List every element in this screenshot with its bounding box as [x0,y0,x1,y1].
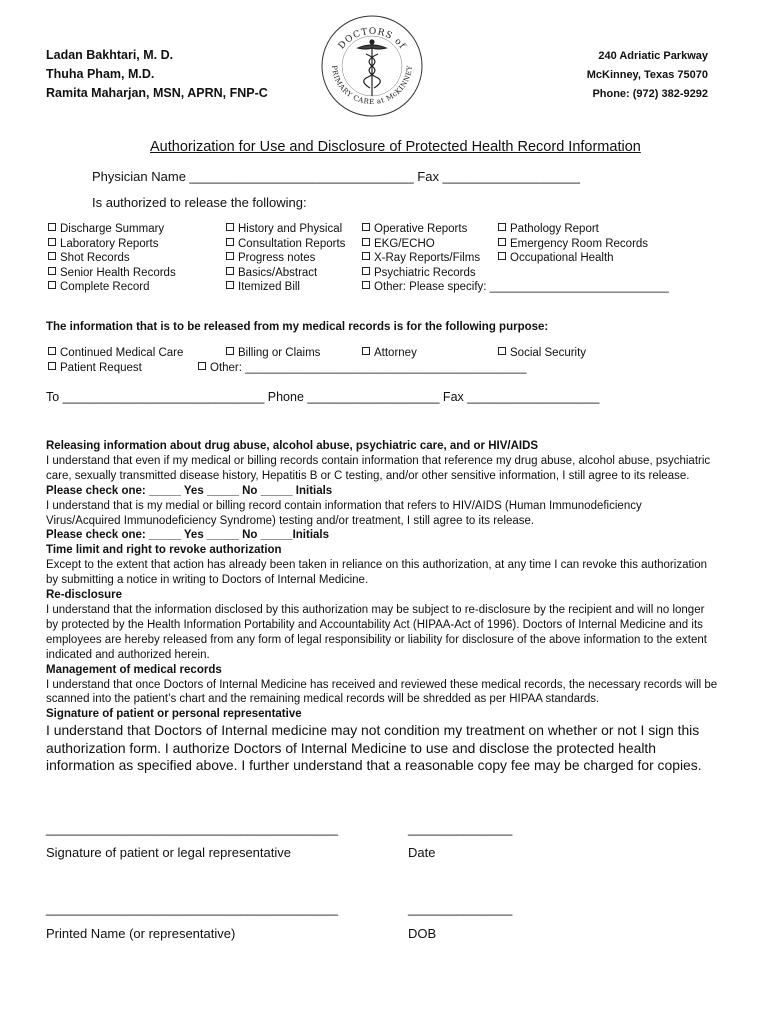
checkbox-pathology-report[interactable]: Pathology Report [498,222,648,237]
caduceus-icon [358,40,386,96]
redisclosure-heading: Re-disclosure [46,589,123,602]
checkbox-social-security[interactable]: Social Security [498,346,586,361]
checkbox-discharge-summary[interactable]: Discharge Summary [48,222,176,237]
release-col-1 [48,222,176,295]
release-col-4 [498,222,648,266]
address-phone: Phone: (972) 382-9292 [592,88,708,100]
redisclosure-text: I understand that the information disclosed by this authorization may be subject to re-disclosure by the recipient and will no longer by protected by the Health Information Portability and Accountability Act (HIPAA-Act of 1996). Doctors of Internal Medicine and its employees are hereby released from any form of legal responsibility or liability for disclosure of the above information to the extent indicated and authorized herein. [46,603,707,661]
practice-logo [318,12,426,120]
checkbox-basics-abstract[interactable]: Basics/Abstract [226,266,345,281]
printed-name-label: Printed Name (or representative) [46,926,236,941]
checkbox-emergency-room-records[interactable]: Emergency Room Records [498,237,648,252]
hiv-text: I understand that is my medial or billing record contain information that refers to HIV/AIDS (Human Immunodeficiency Virus/Acquired Immunodeficiency Syndrome) testing and/or treatment, I still agree to its release. [46,499,642,527]
signature-label: Signature of patient or legal representative [46,845,291,860]
checkbox-xray-reports[interactable]: X-Ray Reports/Films [362,251,669,266]
practice-address [587,47,708,104]
purpose-heading: The information that is to be released from my medical records is for the following purpose: [46,321,549,333]
signature-line[interactable]: __________________________________________ [46,822,338,836]
management-text: I understand that once Doctors of Internal Medicine has received and reviewed these medical records, the necessary records will be scanned into the patient’s chart and the remaining medical records will be shredded as per HIPAA standards. [46,678,718,706]
checkbox-history-physical[interactable]: History and Physical [226,222,345,237]
physician-name-line[interactable]: Physician Name _______________________________ Fax ___________________ [92,169,580,184]
checkbox-laboratory-reports[interactable]: Laboratory Reports [48,237,176,252]
checkbox-occupational-health[interactable]: Occupational Health [498,251,648,266]
time-limit-heading: Time limit and right to revoke authorization [46,544,282,557]
checkbox-patient-request[interactable]: Patient Request [48,361,142,376]
releasing-text: I understand that even if my medical or billing records contain information that reference my drug abuse, alcohol abuse, psychiatric care, sexually transmitted disease history, Hepatitis B or C testing, and/or other sensitive information, I still agree to its release. [46,454,711,482]
logo-text-top: DOCTORS of [336,26,408,52]
form-title: Authorization for Use and Disclosure of Protected Health Record Information [150,139,641,155]
checkbox-operative-reports[interactable]: Operative Reports [362,222,669,237]
signature-heading: Signature of patient or personal representative [46,708,302,721]
checkbox-continued-medical-care[interactable]: Continued Medical Care [48,346,183,361]
recipient-line[interactable]: To _____________________________ Phone ___________________ Fax ___________________ [46,390,600,404]
checkbox-senior-health-records[interactable]: Senior Health Records [48,266,176,281]
checkbox-progress-notes[interactable]: Progress notes [226,251,345,266]
checkbox-other-specify[interactable]: Other: Please specify: ____________________________ [362,280,669,295]
release-col-2 [226,222,345,295]
physician-3: Ramita Maharjan, MSN, APRN, FNP-C [46,86,268,100]
checkbox-attorney[interactable]: Attorney [362,346,417,361]
address-city: McKinney, Texas 75070 [586,69,708,81]
checkbox-complete-record[interactable]: Complete Record [48,280,176,295]
time-limit-text: Except to the extent that action has already been taken in reliance on this authorization, at any time I can revoke this authorization by submitting a notice in writing to Doctors of Internal Medicine. [46,559,708,587]
hiv-consent[interactable]: Please check one: _____ Yes _____ No _____Initials [46,529,330,542]
signature-text: I understand that Doctors of Internal medicine may not condition my treatment on whether or not I sign this authorization form. I authorize Doctors of Internal Medicine to use and disclose the protected health information as specified above. I further understand that a reasonable copy fee may be charged for copies. [46,722,702,774]
dob-label: DOB [408,926,437,941]
sensitive-info-consent[interactable]: Please check one: _____ Yes _____ No _____ Initials [46,484,333,497]
checkbox-shot-records[interactable]: Shot Records [48,251,176,266]
physician-2: Thuha Pham, M.D. [46,67,155,81]
date-label: Date [408,845,436,860]
checkbox-itemized-bill[interactable]: Itemized Bill [226,280,345,295]
management-heading: Management of medical records [46,663,222,676]
checkbox-billing-claims[interactable]: Billing or Claims [226,346,320,361]
checkbox-consultation-reports[interactable]: Consultation Reports [226,237,345,252]
physician-1: Ladan Bakhtari, M. D. [46,48,174,62]
date-line[interactable]: _______________ [408,822,513,836]
checkbox-ekg-echo[interactable]: EKG/ECHO [362,237,669,252]
address-street: 240 Adriatic Parkway [598,50,708,62]
physician-names [46,46,268,103]
logo-text-bottom: PRIMARY CARE at McKINNEY [329,64,415,107]
terms-body [46,439,718,775]
printed-name-line[interactable]: __________________________________________ [46,902,338,916]
checkbox-purpose-other[interactable]: Other: ____________________________________________ [198,361,527,376]
releasing-heading: Releasing information about drug abuse, alcohol abuse, psychiatric care, and or HIV/AIDS [46,440,539,452]
authorized-line: Is authorized to release the following: [92,195,307,210]
dob-line[interactable]: _______________ [408,902,513,916]
checkbox-psychiatric-records[interactable]: Psychiatric Records [362,266,669,281]
